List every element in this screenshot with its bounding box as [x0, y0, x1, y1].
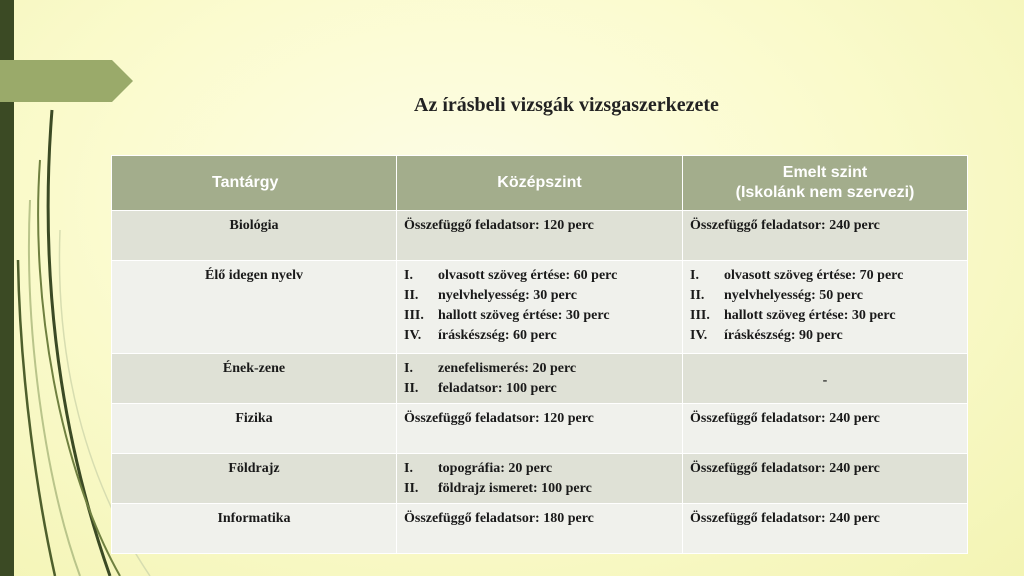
list-number: IV.: [690, 328, 708, 343]
list-text: nyelvhelyesség: 50 perc: [724, 288, 863, 303]
header-adv-level: [683, 156, 968, 211]
list-text: olvasott szöveg értése: 70 perc: [724, 268, 904, 283]
subject-cell: Ének-zene: [112, 354, 397, 404]
list-item: [404, 379, 675, 399]
header-adv-line1: Emelt szint: [782, 164, 868, 181]
list-text: zenefelismerés: 20 perc: [438, 361, 577, 376]
list-text: topográfia: 20 perc: [438, 461, 553, 476]
table-row: [112, 454, 968, 504]
table-row: [112, 504, 968, 554]
table-row: [112, 211, 968, 261]
table-row: [112, 404, 968, 454]
list-item: [404, 359, 675, 379]
mid-level-cell: Összefüggő feladatsor: 180 perc: [397, 504, 683, 554]
mid-level-cell: [397, 354, 683, 404]
list-item: [404, 479, 675, 499]
list-item: [404, 326, 675, 346]
list-item: [690, 326, 960, 346]
list-text: íráskészség: 90 perc: [724, 328, 843, 343]
list-item: [404, 266, 675, 286]
adv-level-cell: Összefüggő feladatsor: 240 perc: [683, 211, 968, 261]
subject-cell: Földrajz: [112, 454, 397, 504]
exam-structure-table: [111, 155, 968, 554]
mid-level-cell: Összefüggő feladatsor: 120 perc: [397, 404, 683, 454]
adv-level-cell: Összefüggő feladatsor: 240 perc: [683, 504, 968, 554]
table-header-row: [112, 156, 968, 211]
list-text: íráskészség: 60 perc: [438, 328, 557, 343]
list-number: II.: [404, 288, 419, 303]
swoosh-line-4: [18, 260, 55, 576]
list-number: II.: [690, 288, 705, 303]
subject-cell: Informatika: [112, 504, 397, 554]
adv-level-cell: -: [683, 354, 968, 404]
mid-level-cell: Összefüggő feladatsor: 120 perc: [397, 211, 683, 261]
list-number: IV.: [404, 328, 422, 343]
list-number: I.: [404, 268, 413, 283]
list-item: [690, 286, 960, 306]
subject-cell: Élő idegen nyelv: [112, 261, 397, 354]
header-adv-line2: (Iskolánk nem szervezi): [735, 184, 915, 201]
header-mid-level: Középszint: [397, 156, 683, 211]
list-text: hallott szöveg értése: 30 perc: [438, 308, 610, 323]
list-item: [404, 459, 675, 479]
swoosh-line-1: [48, 110, 110, 576]
list-number: I.: [404, 361, 413, 376]
green-arrow-tab: [0, 60, 133, 102]
list-number: I.: [404, 461, 413, 476]
subject-cell: Biológia: [112, 211, 397, 261]
list-number: III.: [404, 308, 424, 323]
adv-level-cell: [683, 261, 968, 354]
list-text: olvasott szöveg értése: 60 perc: [438, 268, 618, 283]
list-text: földrajz ismeret: 100 perc: [438, 481, 592, 496]
list-number: II.: [404, 381, 419, 396]
list-number: III.: [690, 308, 710, 323]
header-subject: Tantárgy: [112, 156, 397, 211]
table-row: [112, 261, 968, 354]
table-row: [112, 354, 968, 404]
mid-level-cell: [397, 261, 683, 354]
subject-cell: Fizika: [112, 404, 397, 454]
slide-title: Az írásbeli vizsgák vizsgaszerkezete: [414, 94, 719, 116]
adv-level-cell: Összefüggő feladatsor: 240 perc: [683, 404, 968, 454]
list-item: [404, 286, 675, 306]
list-number: I.: [690, 268, 699, 283]
list-text: nyelvhelyesség: 30 perc: [438, 288, 577, 303]
list-item: [404, 306, 675, 326]
swoosh-line-2: [38, 160, 120, 576]
adv-level-cell: Összefüggő feladatsor: 240 perc: [683, 454, 968, 504]
list-text: feladatsor: 100 perc: [438, 381, 557, 396]
list-item: [690, 266, 960, 286]
list-number: II.: [404, 481, 419, 496]
list-item: [690, 306, 960, 326]
list-text: hallott szöveg értése: 30 perc: [724, 308, 896, 323]
mid-level-cell: [397, 454, 683, 504]
